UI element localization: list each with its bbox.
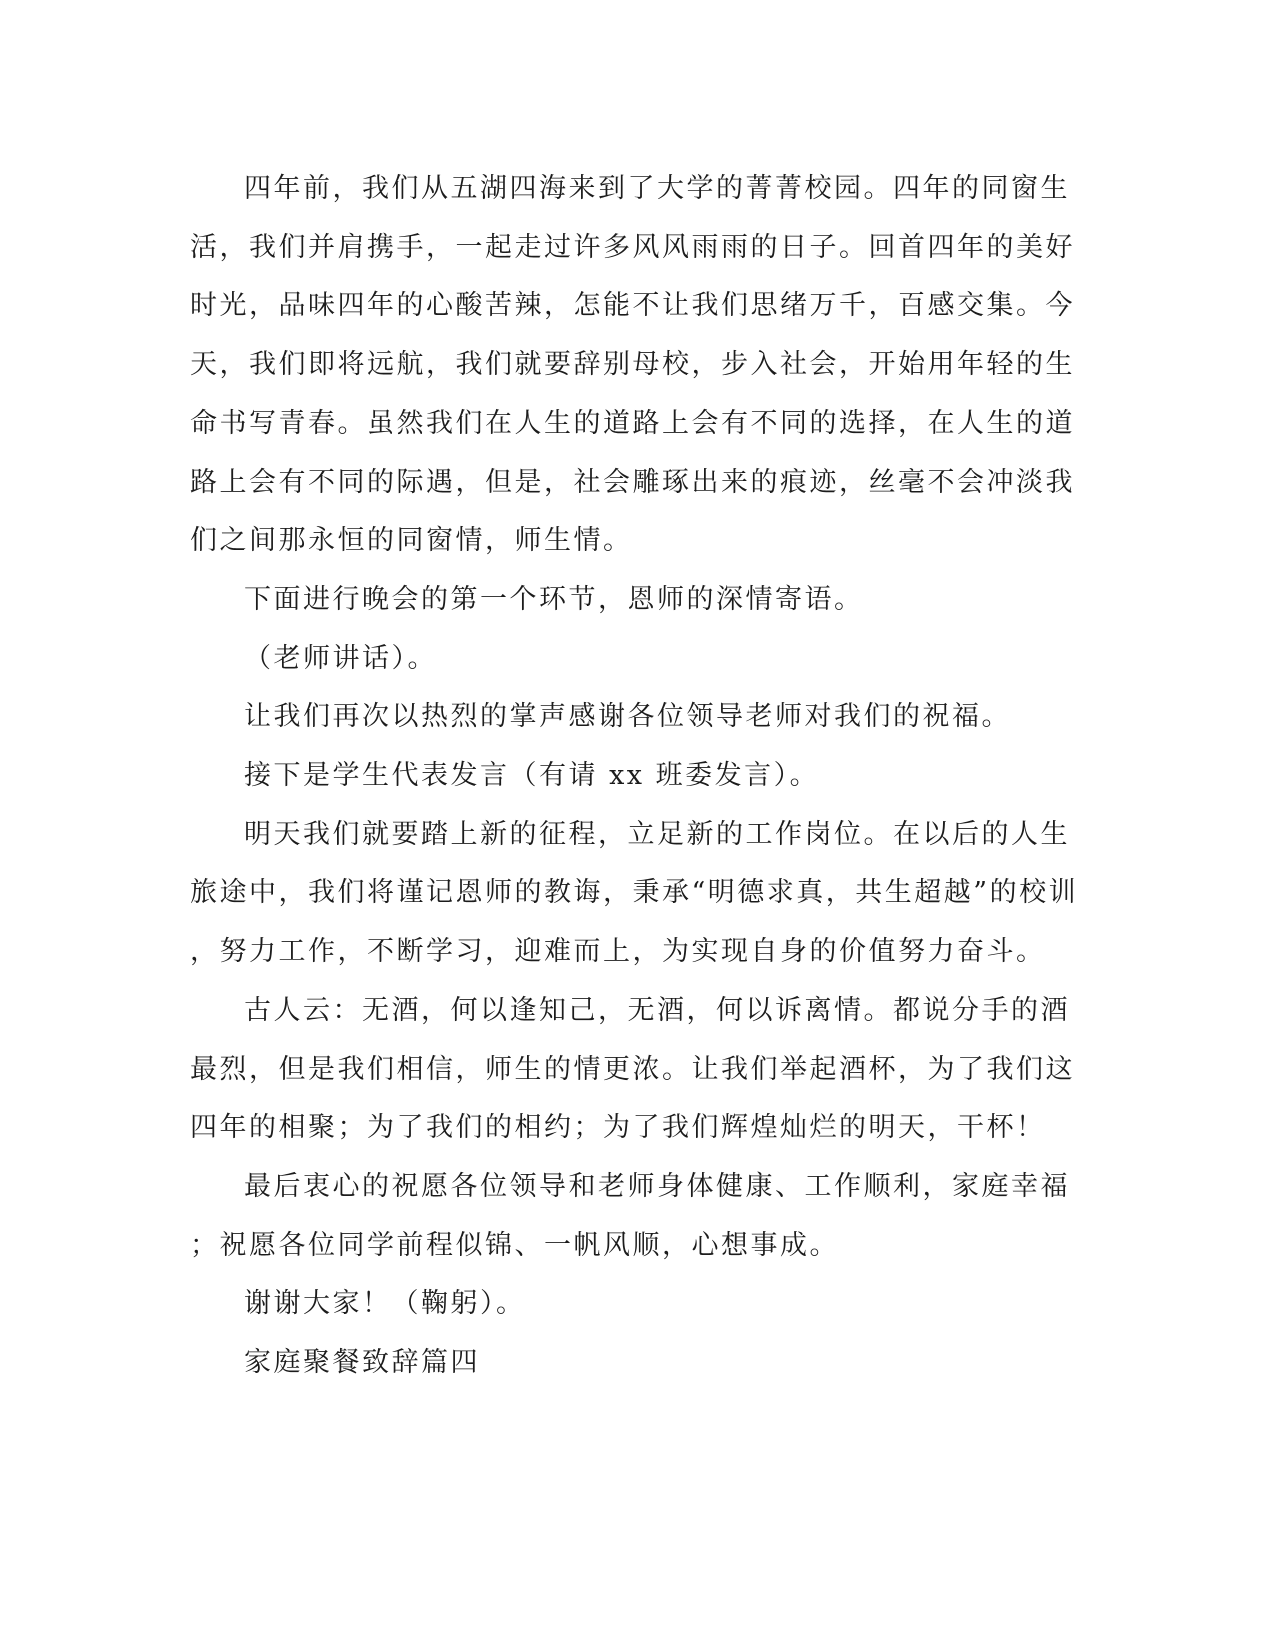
text-line: （老师讲话）。 bbox=[244, 642, 437, 674]
text-line: ，努力工作，不断学习，迎难而上，为实现自身的价值努力奋斗。 bbox=[190, 936, 1046, 968]
section-heading bbox=[190, 1334, 1080, 1393]
text-line: 命书写青春。虽然我们在人生的道路上会有不同的选择，在人生的道 bbox=[190, 407, 1075, 439]
text-line: 天，我们即将远航，我们就要辞别母校，步入社会，开始用年轻的生 bbox=[190, 349, 1075, 381]
text-line: 四年前，我们从五湖四海来到了大学的菁菁校园。四年的同窗生 bbox=[244, 173, 1070, 204]
text-line: 下面进行晚会的第一个环节，恩师的深情寄语。 bbox=[244, 583, 864, 615]
text-line: 接下是学生代表发言（有请 xx 班委发言）。 bbox=[244, 760, 820, 792]
text-line: ；祝愿各位同学前程似锦、一帆风顺，心想事成。 bbox=[190, 1229, 839, 1261]
text-line: 四年的相聚；为了我们的相约；为了我们辉煌灿烂的明天，干杯！ bbox=[190, 1112, 1046, 1144]
paragraph-new-journey bbox=[190, 806, 1080, 982]
text-line: 家庭聚餐致辞篇四 bbox=[244, 1347, 480, 1379]
text-line: 最后衷心的祝愿各位领导和老师身体健康、工作顺利，家庭幸福 bbox=[244, 1170, 1070, 1202]
paragraph-thanks bbox=[190, 1275, 1080, 1334]
paragraph-first-segment bbox=[190, 571, 1080, 630]
text-line: 活，我们并肩携手，一起走过许多风风雨雨的日子。回首四年的美好 bbox=[190, 231, 1075, 263]
paragraph-student-representative bbox=[190, 747, 1080, 806]
paragraph-applause-thanks bbox=[190, 688, 1080, 747]
paragraph-teacher-speech bbox=[190, 630, 1080, 689]
paragraph-best-wishes bbox=[190, 1158, 1080, 1275]
text-line: 谢谢大家！（鞠躬）。 bbox=[244, 1288, 526, 1320]
text-line: 们之间那永恒的同窗情，师生情。 bbox=[190, 525, 633, 557]
paragraph-graduation-memories bbox=[190, 160, 1080, 571]
text-line: 旅途中，我们将谨记恩师的教诲，秉承“明德求真，共生超越”的校训 bbox=[190, 877, 1079, 909]
text-line: 古人云：无酒，何以逢知己，无酒，何以诉离情。都说分手的酒 bbox=[244, 994, 1070, 1026]
text-line: 最烈，但是我们相信，师生的情更浓。让我们举起酒杯，为了我们这 bbox=[190, 1053, 1075, 1085]
paragraph-toast bbox=[190, 982, 1080, 1158]
text-line: 路上会有不同的际遇，但是，社会雕琢出来的痕迹，丝毫不会冲淡我 bbox=[190, 466, 1075, 498]
document-body bbox=[190, 160, 1080, 1393]
text-line: 时光，品味四年的心酸苦辣，怎能不让我们思绪万千，百感交集。今 bbox=[190, 290, 1075, 322]
text-line: 让我们再次以热烈的掌声感谢各位领导老师对我们的祝福。 bbox=[244, 701, 1011, 733]
text-line: 明天我们就要踏上新的征程，立足新的工作岗位。在以后的人生 bbox=[244, 818, 1070, 850]
